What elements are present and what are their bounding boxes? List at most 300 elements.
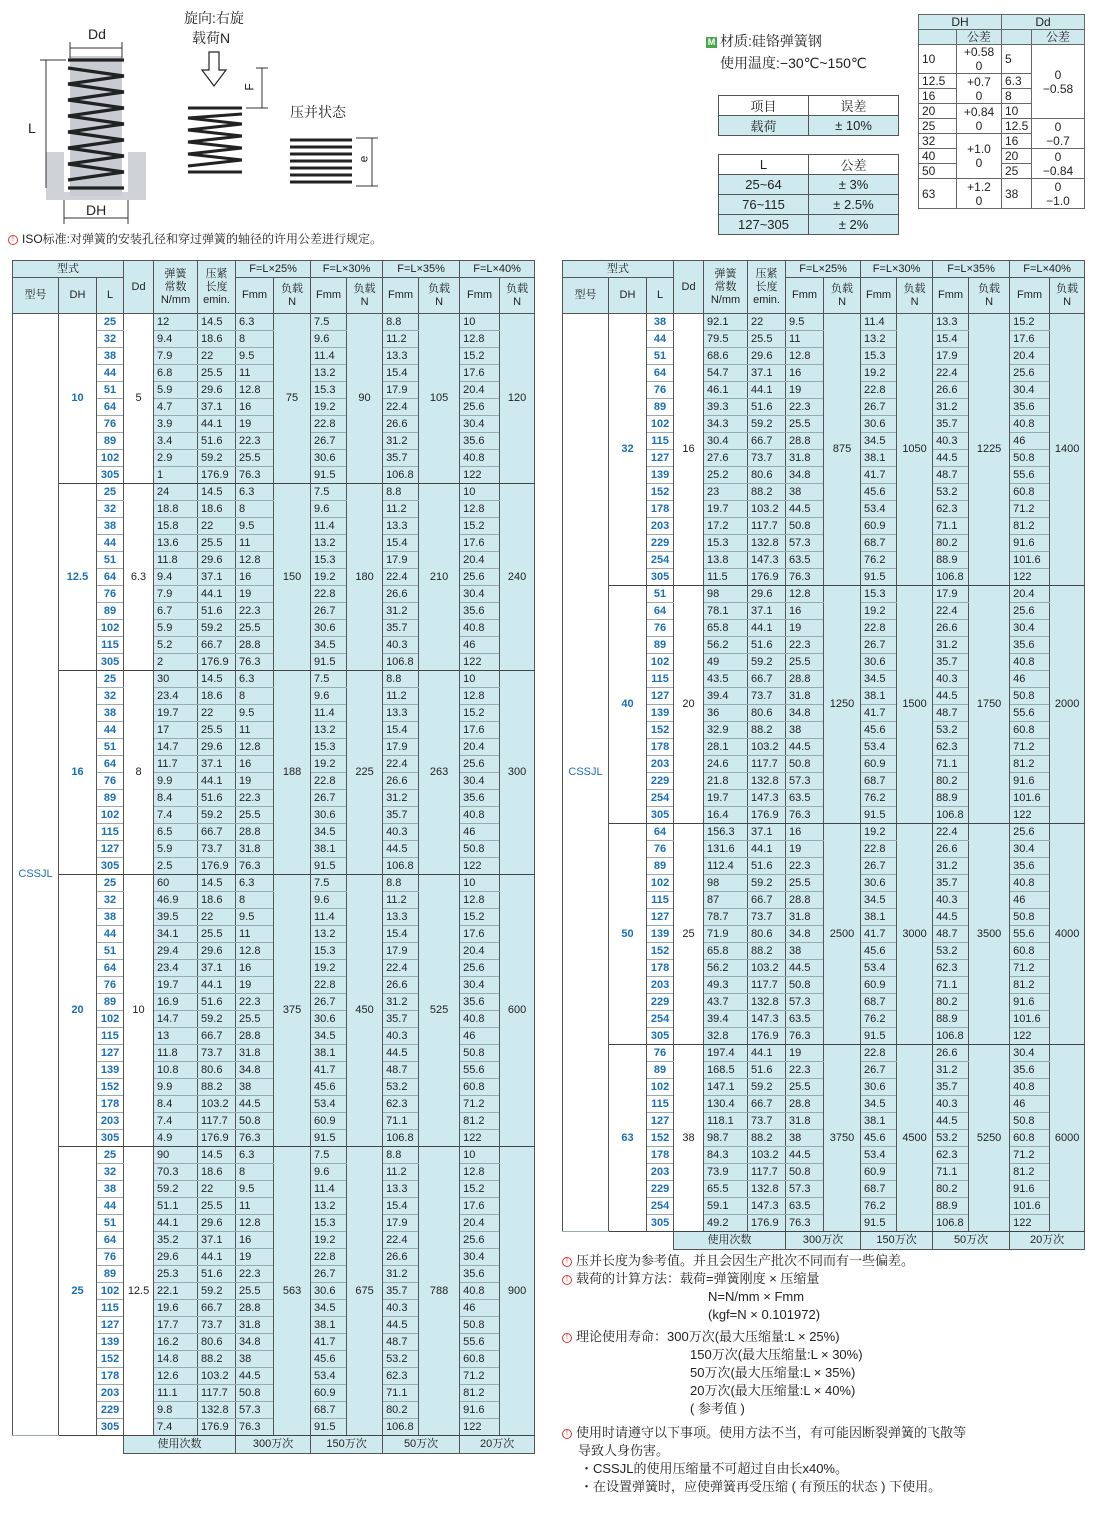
solid-length: 176.9 <box>748 1028 786 1045</box>
f40-value: 20.4 <box>460 943 500 960</box>
f35-value: 62.3 <box>933 1147 969 1164</box>
l-value: 64 <box>647 365 674 382</box>
f30-value: 22.8 <box>311 977 347 994</box>
f30-value: 13.2 <box>311 535 347 552</box>
dt-h1: DH <box>919 15 1002 30</box>
hdr-load: 负载 N <box>897 278 933 314</box>
l-value: 229 <box>647 1181 674 1198</box>
f25-value: 16 <box>236 399 274 416</box>
l-value: 178 <box>97 1096 124 1113</box>
f35-value: 106.8 <box>383 858 419 875</box>
solid-length: 51.6 <box>198 994 236 1011</box>
solid-length: 80.6 <box>748 467 786 484</box>
hdr-load: 负载 N <box>347 278 383 314</box>
solid-length: 132.8 <box>748 535 786 552</box>
f25-value: 38 <box>786 943 824 960</box>
f25-value: 8 <box>236 331 274 348</box>
solid-length: 44.1 <box>748 841 786 858</box>
l-value: 44 <box>97 722 124 739</box>
spring-constant: 23 <box>704 484 748 501</box>
l-value: 127 <box>97 1045 124 1062</box>
f25-value: 34.8 <box>236 1334 274 1351</box>
l-value: 89 <box>97 790 124 807</box>
hdr-l: L <box>647 278 674 314</box>
l-value: 139 <box>647 705 674 722</box>
spring-constant: 19.7 <box>704 790 748 807</box>
f35-value: 35.7 <box>383 1283 419 1300</box>
dt-cell: 25 <box>919 119 957 134</box>
l-value: 102 <box>97 450 124 467</box>
spring-constant: 19.6 <box>154 1300 198 1317</box>
dt-cell: 25 <box>1002 164 1032 179</box>
f30-value: 53.4 <box>861 501 897 518</box>
f30-value: 11.4 <box>311 909 347 926</box>
hdr-fmm: Fmm <box>236 278 274 314</box>
f25-value: 31.8 <box>236 1317 274 1334</box>
f40-value: 30.4 <box>460 977 500 994</box>
f25-value: 11 <box>236 535 274 552</box>
f25-value: 9.5 <box>786 314 824 331</box>
f40-value: 10 <box>460 484 500 501</box>
spring-constant: 29.4 <box>154 943 198 960</box>
f40-value: 60.8 <box>1010 1130 1050 1147</box>
f35-value: 44.5 <box>933 688 969 705</box>
f35-value: 106.8 <box>383 467 419 484</box>
f25-value: 8 <box>236 501 274 518</box>
l-value: 203 <box>647 756 674 773</box>
hdr-load: 负载 N <box>1050 278 1085 314</box>
solid-length: 37.1 <box>748 824 786 841</box>
l-value: 115 <box>97 1300 124 1317</box>
f35-value: 8.8 <box>383 1147 419 1164</box>
solid-length: 14.5 <box>198 875 236 892</box>
f35-value: 53.2 <box>383 1351 419 1368</box>
solid-length: 88.2 <box>748 484 786 501</box>
solid-length: 132.8 <box>198 1402 236 1419</box>
dt-cell: 32 <box>919 134 957 149</box>
f30-value: 45.6 <box>861 722 897 739</box>
f40-value: 122 <box>1010 807 1050 824</box>
f40-value: 46 <box>1010 892 1050 909</box>
f35-value: 88.9 <box>933 552 969 569</box>
load-35: 105 <box>419 314 460 484</box>
f35-value: 13.3 <box>383 348 419 365</box>
f40-value: 12.8 <box>460 688 500 705</box>
f40-value: 15.2 <box>460 909 500 926</box>
solid-length: 66.7 <box>748 892 786 909</box>
f35-value: 40.3 <box>383 1300 419 1317</box>
f30-value: 19.2 <box>311 960 347 977</box>
solid-length: 80.6 <box>198 1334 236 1351</box>
f35-value: 13.3 <box>383 1181 419 1198</box>
spring-constant: 11.5 <box>704 569 748 586</box>
hdr-l: L <box>97 278 124 314</box>
spring-constant: 5.9 <box>154 841 198 858</box>
solid-length: 25.5 <box>198 1198 236 1215</box>
f40-value: 50.8 <box>1010 909 1050 926</box>
f30-value: 60.9 <box>861 1164 897 1181</box>
f30-value: 76.2 <box>861 1011 897 1028</box>
f35-value: 44.5 <box>383 1045 419 1062</box>
f25-value: 16 <box>236 960 274 977</box>
f25-value: 50.8 <box>786 518 824 535</box>
lnt-c: ± 2.5% <box>809 195 899 215</box>
l-value: 32 <box>97 1164 124 1181</box>
f30-value: 13.2 <box>311 1198 347 1215</box>
f40-value: 12.8 <box>460 501 500 518</box>
f40-value: 71.2 <box>1010 501 1050 518</box>
load-30: 450 <box>347 875 383 1147</box>
l-value: 305 <box>97 467 124 484</box>
spring-constant: 12.6 <box>154 1368 198 1385</box>
solid-length: 25.5 <box>198 535 236 552</box>
f30-value: 19.2 <box>861 824 897 841</box>
solid-length: 44.1 <box>198 586 236 603</box>
l-value: 203 <box>97 1385 124 1402</box>
l-value: 102 <box>647 654 674 671</box>
f40-value: 50.8 <box>1010 688 1050 705</box>
spring-constant: 16.2 <box>154 1334 198 1351</box>
rotation-label: 旋向:右旋 <box>184 10 244 26</box>
f25-value: 12.8 <box>236 943 274 960</box>
solid-length: 59.2 <box>198 1283 236 1300</box>
f30-value: 38.1 <box>861 688 897 705</box>
spring-constant: 19.7 <box>154 977 198 994</box>
hdr-model: 型号 <box>563 278 609 314</box>
load-25: 875 <box>824 314 861 586</box>
f30-value: 13.2 <box>311 926 347 943</box>
dd-value: 12.5 <box>124 1147 154 1436</box>
f40-value: 91.6 <box>1010 535 1050 552</box>
spring-constant: 39.4 <box>704 688 748 705</box>
solid-length: 132.8 <box>748 1181 786 1198</box>
f35-value: 44.5 <box>933 909 969 926</box>
uses-50: 50万次 <box>383 1436 460 1454</box>
dt-cell: 10 <box>919 45 957 74</box>
lnt-c: ± 3% <box>809 175 899 195</box>
spring-constant: 46.9 <box>154 892 198 909</box>
f35-value: 31.2 <box>933 399 969 416</box>
f35-value: 62.3 <box>383 1368 419 1385</box>
spring-constant: 65.5 <box>704 1181 748 1198</box>
f30-value: 30.6 <box>861 416 897 433</box>
load-30: 675 <box>347 1147 383 1436</box>
spring-constant: 51.1 <box>154 1198 198 1215</box>
load-30: 3000 <box>897 824 933 1045</box>
f35-value: 80.2 <box>933 773 969 790</box>
solid-length: 88.2 <box>198 1079 236 1096</box>
f25-value: 9.5 <box>236 1181 274 1198</box>
f30-value: 15.3 <box>861 348 897 365</box>
dd-label: Dd <box>88 26 106 42</box>
solid-length: 22 <box>198 518 236 535</box>
dt-cell: 50 <box>919 164 957 179</box>
f25-value: 6.3 <box>236 1147 274 1164</box>
f35-value: 13.3 <box>383 518 419 535</box>
f40-value: 17.6 <box>1010 331 1050 348</box>
f40-value: 30.4 <box>460 773 500 790</box>
spring-constant: 19.7 <box>704 501 748 518</box>
f40-value: 101.6 <box>1010 1198 1050 1215</box>
f35-value: 44.5 <box>383 841 419 858</box>
solid-length: 14.5 <box>198 484 236 501</box>
l-value: 229 <box>647 773 674 790</box>
f40-value: 40.8 <box>460 1283 500 1300</box>
f25-value: 76.3 <box>236 467 274 484</box>
load-40: 6000 <box>1050 1045 1085 1232</box>
f30-value: 38.1 <box>311 1045 347 1062</box>
solid-length: 66.7 <box>198 1028 236 1045</box>
solid-length: 73.7 <box>198 841 236 858</box>
uses-20: 20万次 <box>1010 1232 1085 1250</box>
solid-length: 66.7 <box>748 433 786 450</box>
f40-value: 40.8 <box>460 1011 500 1028</box>
f25-value: 38 <box>786 722 824 739</box>
f40-value: 35.6 <box>460 1266 500 1283</box>
f35-value: 31.2 <box>383 433 419 450</box>
spring-constant: 3.4 <box>154 433 198 450</box>
f35-value: 80.2 <box>933 535 969 552</box>
info-icon: ! <box>562 1257 572 1267</box>
solid-length: 37.1 <box>198 1232 236 1249</box>
hdr-dh: DH <box>609 278 647 314</box>
material-icon: M <box>707 36 716 47</box>
f25-value: 11 <box>236 722 274 739</box>
dt-cell: 16 <box>1002 134 1032 149</box>
f25-value: 28.8 <box>236 1300 274 1317</box>
f25-value: 19 <box>236 1249 274 1266</box>
spring-constant: 7.4 <box>154 1113 198 1130</box>
dd-value: 38 <box>674 1045 704 1232</box>
f25-value: 9.5 <box>236 518 274 535</box>
f35-value: 17.9 <box>933 348 969 365</box>
f25-value: 12.8 <box>786 586 824 603</box>
f25-value: 25.5 <box>236 1011 274 1028</box>
iso-note: ! ISO标准:对弹簧的安装孔径和穿过弹簧的轴径的许用公差进行规定。 <box>8 230 382 248</box>
f30-value: 26.7 <box>861 1062 897 1079</box>
f40-value: 46 <box>460 1028 500 1045</box>
f35-value: 31.2 <box>383 994 419 1011</box>
l-value: 115 <box>647 433 674 450</box>
f40-value: 40.8 <box>1010 416 1050 433</box>
f25-value: 22.3 <box>236 1266 274 1283</box>
solid-length: 176.9 <box>198 1130 236 1147</box>
spring-constant: 32.8 <box>704 1028 748 1045</box>
solid-length: 51.6 <box>198 1266 236 1283</box>
dt-cell: 0 −0.7 <box>1032 119 1085 149</box>
lnt-h1: L <box>719 155 809 175</box>
l-value: 76 <box>97 1249 124 1266</box>
load-30: 180 <box>347 484 383 671</box>
f35-value: 53.2 <box>933 484 969 501</box>
spring-constant: 56.2 <box>704 637 748 654</box>
f25-value: 34.8 <box>236 1062 274 1079</box>
f30-value: 11.4 <box>311 348 347 365</box>
f25-value: 44.5 <box>786 739 824 756</box>
f30-value: 7.5 <box>311 875 347 892</box>
hdr-k: 弹簧 常数 N/mm <box>704 261 748 314</box>
spring-constant: 8.4 <box>154 790 198 807</box>
spring-constant: 9.4 <box>154 569 198 586</box>
spring-constant: 9.8 <box>154 1402 198 1419</box>
spring-constant: 9.9 <box>154 1079 198 1096</box>
solid-length: 25.5 <box>198 722 236 739</box>
hdr-type: 型式 <box>13 261 124 278</box>
l-value: 25 <box>97 484 124 501</box>
f40-value: 46 <box>1010 671 1050 688</box>
l-value: 51 <box>97 382 124 399</box>
spring-constant: 2.9 <box>154 450 198 467</box>
solid-length: 147.3 <box>748 1198 786 1215</box>
f30-value: 30.6 <box>861 654 897 671</box>
solid-length: 51.6 <box>748 399 786 416</box>
f30-value: 26.7 <box>311 433 347 450</box>
solid-length: 117.7 <box>748 518 786 535</box>
f40-value: 17.6 <box>460 722 500 739</box>
f40-value: 55.6 <box>1010 467 1050 484</box>
l-value: 115 <box>647 671 674 688</box>
spring-constant: 24.6 <box>704 756 748 773</box>
l-value: 152 <box>97 1351 124 1368</box>
f25-value: 44.5 <box>786 1147 824 1164</box>
l-value: 305 <box>97 1419 124 1436</box>
f40-value: 55.6 <box>460 1062 500 1079</box>
l-value: 102 <box>97 1283 124 1300</box>
f35-value: 22.4 <box>933 603 969 620</box>
f30-value: 38.1 <box>861 1113 897 1130</box>
spring-constant: 4.7 <box>154 399 198 416</box>
f30-value: 19.2 <box>311 756 347 773</box>
f40-value: 25.6 <box>1010 603 1050 620</box>
f40-value: 60.8 <box>460 1351 500 1368</box>
load-40: 120 <box>500 314 535 484</box>
note-2: 载荷的计算方法：载荷=弹簧刚度 × 压缩量 <box>576 1271 820 1286</box>
solid-length: 176.9 <box>198 467 236 484</box>
solid-length: 132.8 <box>748 994 786 1011</box>
f40-value: 30.4 <box>1010 382 1050 399</box>
f35-value: 26.6 <box>383 1249 419 1266</box>
f35-value: 8.8 <box>383 875 419 892</box>
f30-value: 9.6 <box>311 892 347 909</box>
l-value: 51 <box>97 943 124 960</box>
f25-value: 38 <box>236 1351 274 1368</box>
f40-value: 101.6 <box>1010 790 1050 807</box>
spring-constant: 65.8 <box>704 620 748 637</box>
spring-constant: 79.5 <box>704 331 748 348</box>
f40-value: 35.6 <box>460 603 500 620</box>
spring-constant: 39.4 <box>704 1011 748 1028</box>
solid-length: 18.6 <box>198 1164 236 1181</box>
f30-value: 11.4 <box>311 518 347 535</box>
f40-value: 35.6 <box>460 790 500 807</box>
f25-value: 22.3 <box>236 790 274 807</box>
info-icon: ! <box>562 1333 572 1343</box>
f25-value: 19 <box>236 586 274 603</box>
diameter-tolerance-table <box>918 14 1085 209</box>
l-value: 89 <box>97 1266 124 1283</box>
spring-constant: 14.7 <box>154 739 198 756</box>
spring-constant: 22.1 <box>154 1283 198 1300</box>
spring-constant: 43.7 <box>704 994 748 1011</box>
f35-value: 40.3 <box>383 1028 419 1045</box>
load-40: 300 <box>500 671 535 875</box>
dh-value: 20 <box>59 875 97 1147</box>
dt-cell: +0.84 0 <box>957 104 1002 134</box>
f25-value: 9.5 <box>236 705 274 722</box>
load-35: 1750 <box>969 586 1010 824</box>
l-value: 305 <box>97 858 124 875</box>
f35-value: 13.3 <box>933 314 969 331</box>
l-value: 152 <box>647 484 674 501</box>
l-value: 305 <box>647 1028 674 1045</box>
solid-length: 176.9 <box>198 858 236 875</box>
solid-length: 37.1 <box>198 756 236 773</box>
f25-value: 11 <box>236 1198 274 1215</box>
f40-value: 46 <box>460 637 500 654</box>
solid-length: 80.6 <box>198 1062 236 1079</box>
f35-value: 15.4 <box>383 365 419 382</box>
f25-value: 50.8 <box>786 1164 824 1181</box>
f40-value: 122 <box>1010 569 1050 586</box>
dd-value: 16 <box>674 314 704 586</box>
f30-value: 22.8 <box>311 773 347 790</box>
solid-length: 88.2 <box>748 1130 786 1147</box>
f40-value: 91.6 <box>460 1402 500 1419</box>
solid-length: 44.1 <box>198 1249 236 1266</box>
load-25: 2500 <box>824 824 861 1045</box>
f35-value: 62.3 <box>933 501 969 518</box>
f30-value: 60.9 <box>861 977 897 994</box>
f40-value: 10 <box>460 1147 500 1164</box>
spring-constant: 7.9 <box>154 348 198 365</box>
f30-value: 68.7 <box>861 994 897 1011</box>
f40-value: 91.6 <box>1010 994 1050 1011</box>
f30-value: 7.5 <box>311 1147 347 1164</box>
dd-value: 20 <box>674 586 704 824</box>
f35-value: 17.9 <box>383 1215 419 1232</box>
dh-value: 63 <box>609 1045 647 1232</box>
f35-value: 88.9 <box>933 1198 969 1215</box>
f30-value: 30.6 <box>311 1011 347 1028</box>
l-value: 139 <box>647 926 674 943</box>
l-value: 44 <box>97 926 124 943</box>
f35-value: 8.8 <box>383 671 419 688</box>
spring-constant: 54.7 <box>704 365 748 382</box>
f40-value: 81.2 <box>1010 977 1050 994</box>
solid-length: 51.6 <box>198 433 236 450</box>
spring-constant: 14.7 <box>154 1011 198 1028</box>
f35-value: 31.2 <box>933 858 969 875</box>
f40-value: 12.8 <box>460 331 500 348</box>
f30-value: 53.4 <box>861 960 897 977</box>
f40-value: 40.8 <box>1010 654 1050 671</box>
f25-value: 25.5 <box>786 875 824 892</box>
note-2b: (kgf=N × 0.101972) <box>708 1307 821 1322</box>
length-tolerance-table <box>718 154 899 235</box>
f25-value: 9.5 <box>236 348 274 365</box>
solid-length: 132.8 <box>748 773 786 790</box>
f35-value: 106.8 <box>933 1028 969 1045</box>
f30-value: 22.8 <box>861 382 897 399</box>
f40-value: 30.4 <box>460 586 500 603</box>
l-value: 178 <box>647 739 674 756</box>
f30-value: 68.7 <box>861 773 897 790</box>
e-label: e <box>356 155 371 163</box>
hdr-load: 负载 N <box>500 278 535 314</box>
lt-h1: 项目 <box>719 96 809 116</box>
l-value: 254 <box>647 1011 674 1028</box>
l-value: 127 <box>647 909 674 926</box>
